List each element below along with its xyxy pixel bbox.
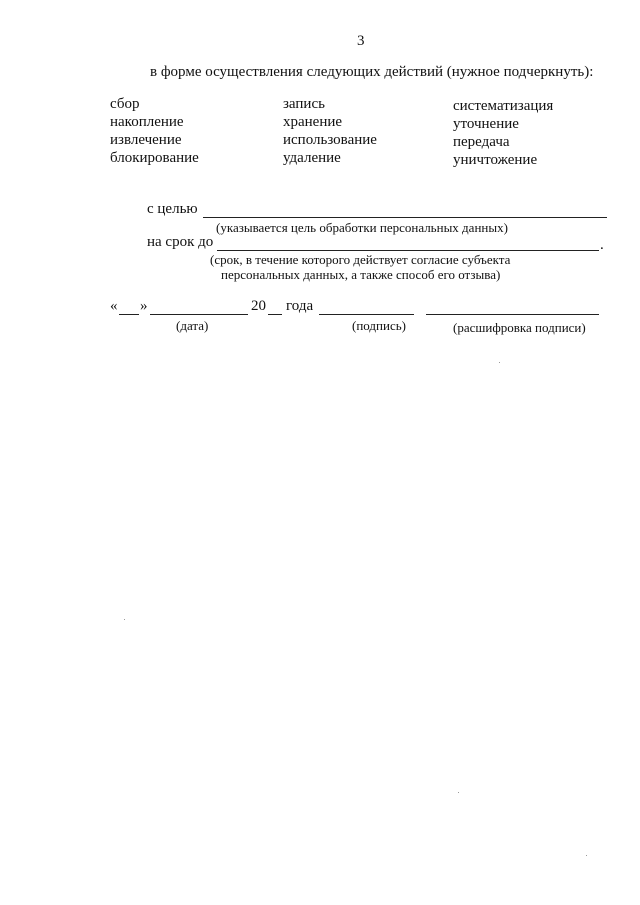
action-nakoplenie: накопление [110,114,184,130]
purpose-label: с целью [147,201,198,217]
date-close-quote: » [140,298,148,314]
sign-hint: (подпись) [352,318,406,333]
decode-field-line[interactable] [426,314,599,315]
action-utochnenie: уточнение [453,116,519,132]
scan-speck [586,855,587,856]
year-suffix: года [286,298,314,314]
action-izvlechenie: извлечение [110,132,182,148]
action-sbor: сбор [110,96,140,112]
scan-speck [458,792,459,793]
term-hint-line2: персональных данных, а также способ его отзыва) [221,267,501,282]
purpose-field-line[interactable] [203,217,607,218]
date-open-quote: « [110,298,118,314]
action-hranenie: хранение [283,114,343,130]
month-field-line[interactable] [150,314,248,315]
term-end-dot: . [600,237,604,253]
term-hint-line1: (срок, в течение которого действует согласие субъекта [210,252,511,267]
action-unichtozhenie: уничтожение [453,152,538,168]
action-udalenie: удаление [283,150,341,166]
action-blokirovanie: блокирование [110,150,199,166]
action-sistematizaciya: систематизация [453,98,554,114]
day-field-line[interactable] [119,314,139,315]
action-zapis: запись [283,96,325,112]
decode-hint: (расшифровка подписи) [453,320,586,335]
action-ispolzovanie: использование [283,132,377,148]
signature-field-line[interactable] [319,314,414,315]
action-peredacha: передача [453,134,510,150]
term-label: на срок до [147,234,214,250]
page-number: 3 [357,33,365,49]
year-field-line[interactable] [268,314,282,315]
scan-speck [124,619,125,620]
date-hint: (дата) [176,318,209,333]
year-prefix: 20 [251,298,266,314]
intro-text: в форме осуществления следующих действий (нужное подчеркнуть): [150,64,594,80]
scan-speck [499,362,500,363]
term-field-line[interactable] [217,250,599,251]
purpose-hint: (указывается цель обработки персональных данных) [216,220,508,235]
